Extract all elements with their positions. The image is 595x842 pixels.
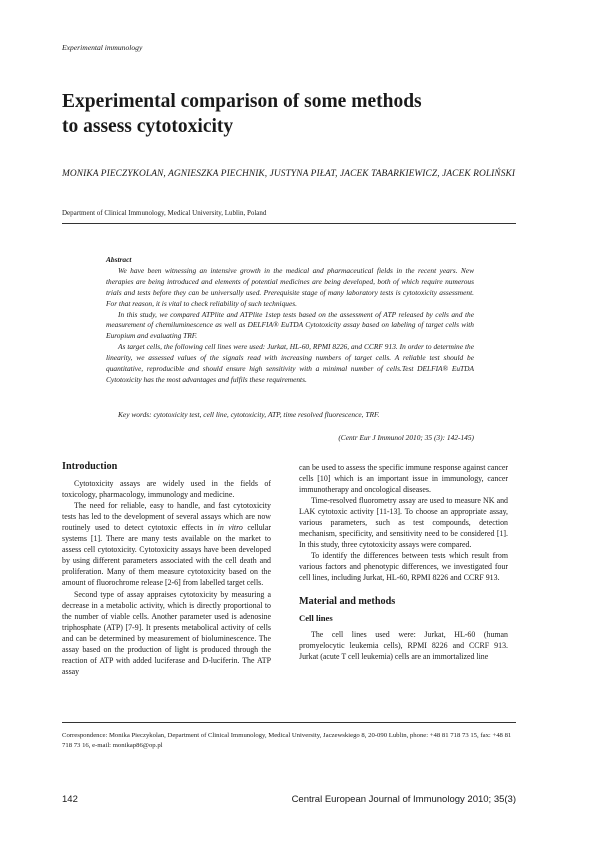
abstract-heading: Abstract [106, 255, 132, 264]
intro-paragraph-2-text-a: The need for reliable, easy to handle, and fast cytotoxicity tests has led to the development of several assays which are now routinely used to detect cytotoxic effects in [62, 501, 271, 533]
intro-paragraph-1: Cytotoxicity assays are widely used in the fields of toxicology, pharmacology, immunology and medicine. [62, 479, 271, 500]
intro-paragraph-2-italic: in vitro [217, 523, 243, 533]
abstract-paragraph-1: We have been witnessing an intensive growth in the medical and pharmaceutical fields in the recent years. New therapies are being introduced and elements of potential medicines are being developed, both of which require numerous trials and tests before they can be universally used. Prerequisite stage of many laboratory tests is cytotoxicity assessment. For that reason, it is vital to check reliability of such techniques. [106, 265, 474, 308]
left-column [62, 461, 271, 677]
abstract-block [106, 255, 474, 386]
intro-paragraph-5: Time-resolved fluorometry assay are used to measure NK and LAK cytotoxic activity [11-13]. To choose an appropriate assay, various parameters, such as test compounds, detection mechanism, specificity, and sensitivity need to be considered [1]. In this study, three cytotoxicity assays were compared. [299, 496, 508, 550]
abstract-paragraph-2: In this study, we compared ATPlite and ATPlite 1step tests based on the assessment of ATP released by cells and the measurement of chemiluminescence as well as DELFIA® EuTDA Cytotoxicity assay based on labeling of target cells with Europium and evaluating TRF. [106, 309, 474, 341]
keywords: Key words: cytotoxicity test, cell line, cytotoxicity, ATP, time resolved fluorescence, TRF. [118, 410, 380, 419]
title-line-1: Experimental comparison of some methods [62, 91, 422, 112]
page-number: 142 [62, 794, 78, 805]
header-divider [62, 223, 516, 224]
methods-heading: Material and methods [299, 595, 396, 607]
article-title [62, 89, 532, 139]
intro-paragraph-4: can be used to assess the specific immune response against cancer cells [10] which is an important issue in immunology, cancer immunotherapy and oncological diseases. [299, 463, 508, 495]
journal-footer: Central European Journal of Immunology 2010; 35(3) [291, 794, 516, 805]
intro-paragraph-2-text-b: cellular systems [1]. There are many tests available on the market to assess cell cytotoxicity. Cytotoxicity assays have been developed by using different parameters associated with the cell death and proliferation. Many of them measure cytotoxicity based on the amount of fluorochrome release [2-6] from labelled target cells. [62, 523, 271, 588]
intro-paragraph-2 [62, 500, 271, 588]
intro-paragraph-6: To identify the differences between tests which result from various factors and phenotypic differences, we investigated four cell lines, including Jurkat, HL-60, RPMI 8226 and CCRF 913. [299, 551, 508, 583]
author-list: MONIKA PIECZYKOLAN, AGNIESZKA PIECHNIK, JUSTYNA PIŁAT, JACEK TABARKIEWICZ, JACEK ROLIŃSKI [62, 169, 516, 179]
footnote-divider [62, 722, 516, 723]
right-column [299, 462, 508, 662]
abstract-paragraph-3: As target cells, the following cell lines were used: Jurkat, HL-60, RPMI 8226, and CCRF 913. In order to determine the linearity, we assessed values of the signals read with increasing numbers of target cells. A reliable test should be quantitative, reproducible and should ensure high sensitivity with a minimal number of cells.Test DELFIA® EuTDA Cytotoxicity has the most advantages and fulfils these requirements. [106, 342, 474, 384]
citation: (Centr Eur J Immunol 2010; 35 (3): 142-145) [338, 433, 474, 442]
title-line-2: to assess cytotoxicity [62, 116, 234, 137]
methods-paragraph-1: The cell lines used were: Jurkat, HL-60 (human promyelocytic leukemia cells), RPMI 8226 and CCRF 913. Jurkat (acute T cell leukemia) cells are an immortalized line [299, 629, 508, 661]
cell-lines-subheading: Cell lines [299, 612, 333, 623]
section-label: Experimental immunology [62, 43, 143, 52]
affiliation: Department of Clinical Immunology, Medical University, Lublin, Poland [62, 209, 267, 217]
correspondence-note: Correspondence: Monika Pieczykolan, Department of Clinical Immunology, Medical University, Jaczewskiego 8, 20-090 Lublin, phone: +48 81 718 73 15, fax: +48 81 718 73 16, e-mail: monikap86@op.pl [62, 732, 512, 750]
introduction-heading: Introduction [62, 461, 118, 472]
intro-paragraph-3: Second type of assay appraises cytotoxicity by measuring a decrease in a metabolic activity, which is directly proportional to the number of viable cells. Another parameter used is adenosine triphosphate (ATP) [7-9]. It presents metabolical activity of cells and can be determined by measurement of bioluminescence. The assay based on the production of light is produced through the reaction of ATP with added luciferase and D-luciferin. The ATP assay [62, 589, 271, 676]
